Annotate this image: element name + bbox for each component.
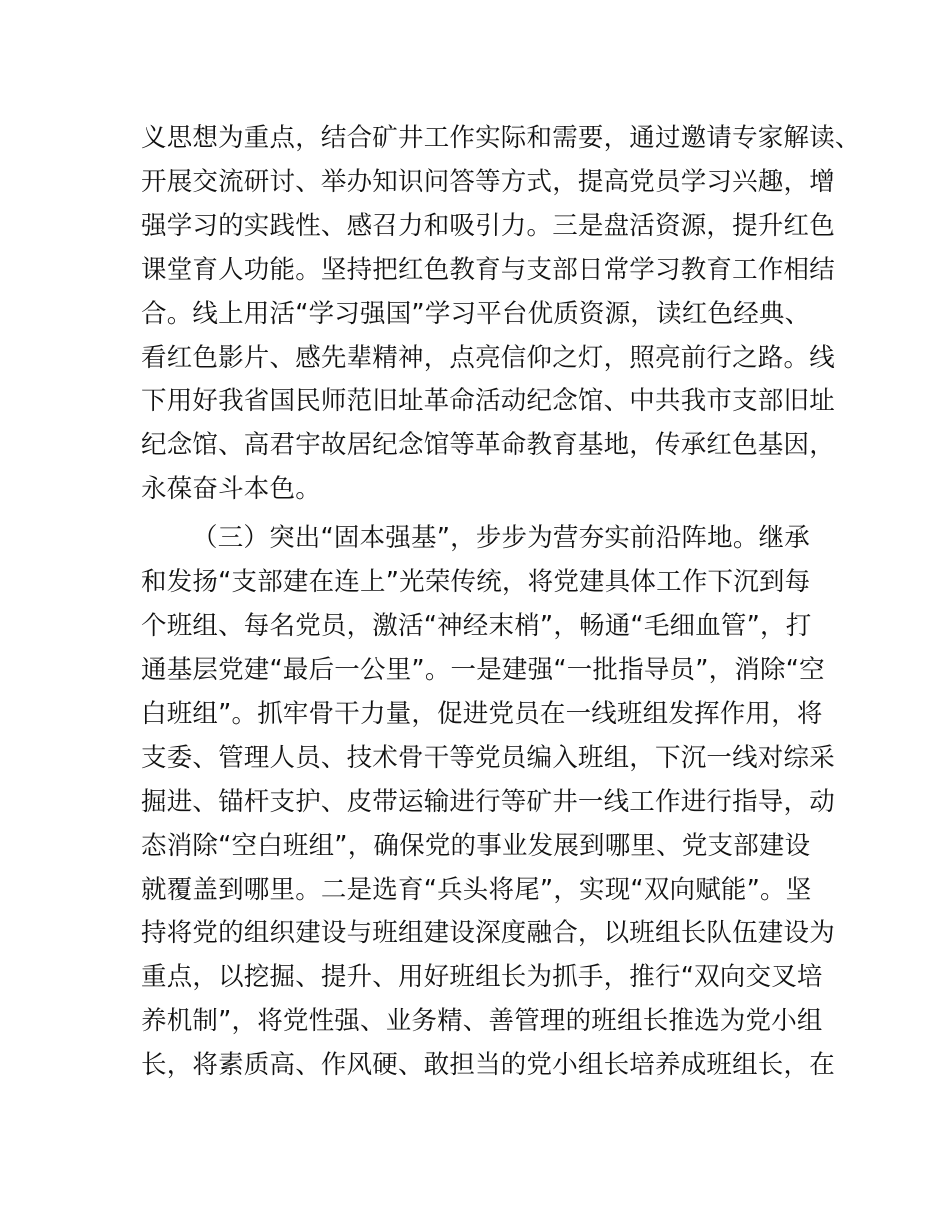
section-heading-line: （三）突出“固本强基”，步步为营夯实前沿阵地。继承 <box>192 523 810 553</box>
text-line: 强学习的实践性、感召力和吸引力。三是盘活资源，提升红色 <box>141 211 835 241</box>
text-line: 通基层党建“最后一公里”。一是建强“一批指导员”，消除“空 <box>141 655 825 685</box>
text-line: 看红色影片、感先辈精神，点亮信仰之灯，照亮前行之路。线 <box>141 343 835 373</box>
text-line: 开展交流研讨、举办知识问答等方式，提高党员学习兴趣，增 <box>141 167 835 197</box>
text-line: 养机制”，将党性强、业务精、善管理的班组长推选为党小组 <box>141 1006 823 1036</box>
text-line: 合。线上用活“学习强国”学习平台优质资源，读红色经典、 <box>141 299 811 329</box>
text-line: 和发扬“支部建在连上”光荣传统，将党建具体工作下沉到每 <box>141 567 811 597</box>
text-line: 持将党的组织建设与班组建设深度融合，以班组长队伍建设为 <box>141 918 835 948</box>
text-line: 个班组、每名党员，激活“神经末梢”，畅通“毛细血管”，打 <box>141 611 812 641</box>
text-line: 白班组”。抓牢骨干力量，促进党员在一线班组发挥作用，将 <box>141 699 823 729</box>
text-line: 重点，以挖掘、提升、用好班组长为抓手，推行“双向交叉培 <box>141 962 823 992</box>
text-line: 态消除“空白班组”，确保党的事业发展到哪里、党支部建设 <box>141 831 811 861</box>
text-line: 纪念馆、高君宇故居纪念馆等革命教育基地，传承红色基因， <box>141 430 835 460</box>
text-line: 下用好我省国民师范旧址革命活动纪念馆、中共我市支部旧址 <box>141 386 835 416</box>
text-line: 义思想为重点，结合矿井工作实际和需要，通过邀请专家解读、 <box>141 123 861 153</box>
text-line: 就覆盖到哪里。二是选育“兵头将尾”，实现“双向赋能”。坚 <box>141 875 812 905</box>
text-line: 支委、管理人员、技术骨干等党员编入班组，下沉一线对综采 <box>141 743 835 773</box>
text-line: 永葆奋斗本色。 <box>141 474 321 504</box>
text-line: 课堂育人功能。坚持把红色教育与支部日常学习教育工作相结 <box>141 255 835 285</box>
text-line: 长，将素质高、作风硬、敢担当的党小组长培养成班组长，在 <box>141 1050 835 1080</box>
text-line: 掘进、锚杆支护、皮带运输进行等矿井一线工作进行指导，动 <box>141 787 835 817</box>
